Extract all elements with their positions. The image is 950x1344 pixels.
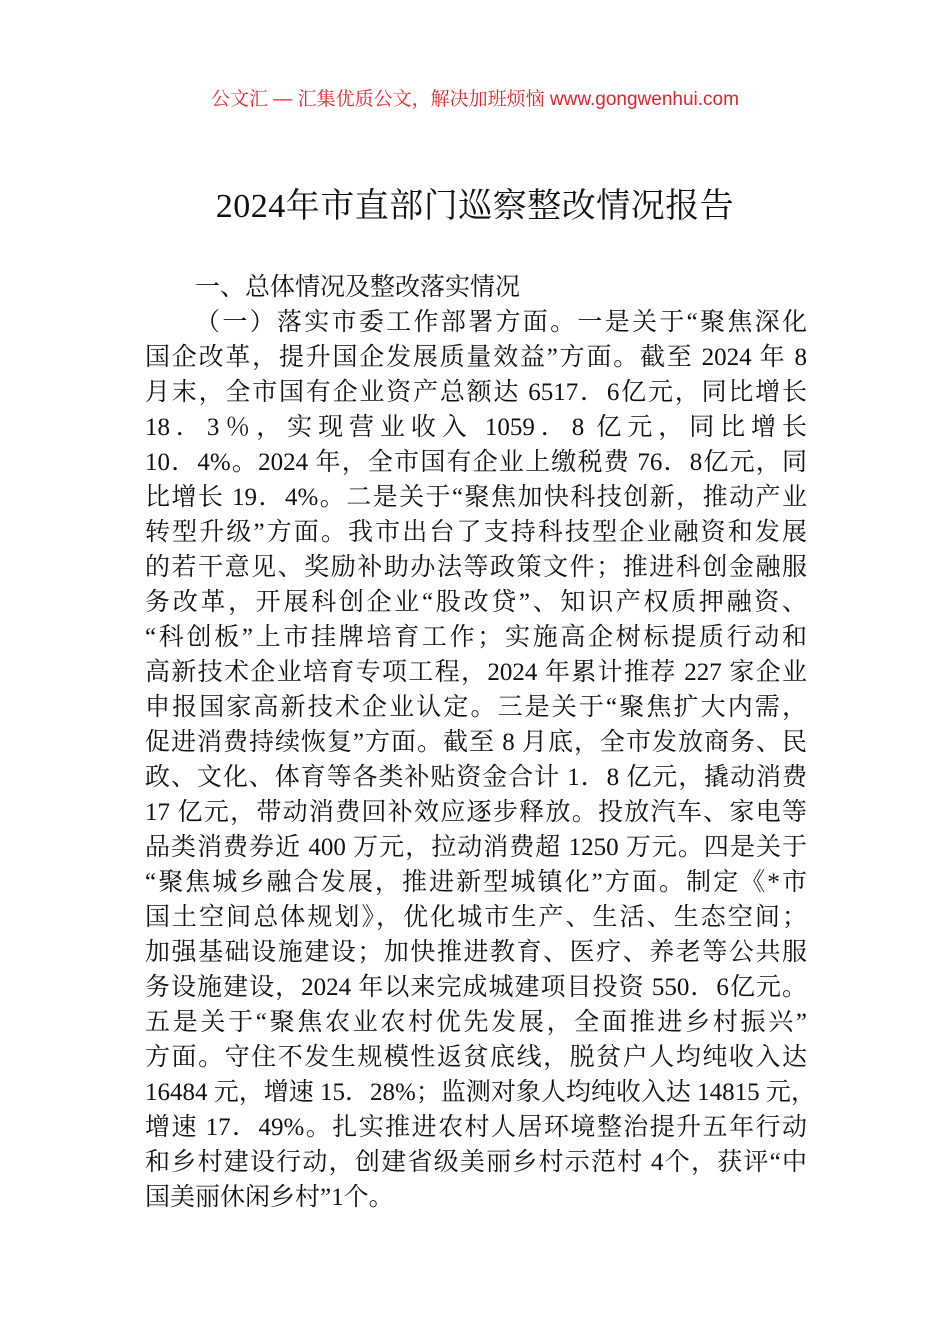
paragraph-line: 的若干意见、奖励补助办法等政策文件；推进科创金融服 xyxy=(145,554,807,581)
paragraph-line: 务改革，开展科创企业“股改贷”、知识产权质押融资、 xyxy=(145,589,807,616)
paragraph-line: 比增长 19．4%。二是关于“聚焦加快科技创新，推动产业 xyxy=(145,484,807,511)
paragraph-line: 高新技术企业培育专项工程，2024 年累计推荐 227 家企业 xyxy=(145,659,807,686)
paragraph-line: 品类消费券近 400 万元，拉动消费超 1250 万元。四是关于 xyxy=(145,834,807,861)
paragraph-line: 国企改革，提升国企发展质量效益”方面。截至 2024 年 8 xyxy=(145,344,807,371)
paragraph-line: 18．3％，实现营业收入 1059．8 亿元，同比增长 xyxy=(145,414,807,441)
site-banner: 公文汇 — 汇集优质公文，解决加班烦恼 www.gongwenhui.com xyxy=(211,89,739,110)
paragraph-line: 国土空间总体规划》，优化城市生产、生活、生态空间； xyxy=(145,904,807,931)
section-heading: 一、总体情况及整改落实情况 xyxy=(195,274,521,301)
paragraph-line: 申报国家高新技术企业认定。三是关于“聚焦扩大内需， xyxy=(145,694,807,721)
paragraph-line: 转型升级”方面。我市出台了支持科技型企业融资和发展 xyxy=(145,519,807,546)
paragraph-line: “聚焦城乡融合发展，推进新型城镇化”方面。制定《*市 xyxy=(145,869,807,896)
paragraph-line: 10．4%。2024 年，全市国有企业上缴税费 76．8亿元，同 xyxy=(145,449,807,476)
paragraph-line: 17 亿元，带动消费回补效应逐步释放。投放汽车、家电等 xyxy=(145,799,807,826)
paragraph-line: 方面。守住不发生规模性返贫底线，脱贫户人均纯收入达 xyxy=(145,1044,807,1071)
paragraph-line: 国美丽休闲乡村”1个。 xyxy=(145,1184,394,1211)
paragraph-line: 增速 17．49%。扎实推进农村人居环境整治提升五年行动 xyxy=(145,1114,807,1141)
paragraph-line: 政、文化、体育等各类补贴资金合计 1．8 亿元，撬动消费 xyxy=(145,764,807,791)
paragraph-line: 五是关于“聚焦农业农村优先发展，全面推进乡村振兴” xyxy=(145,1009,807,1036)
paragraph-line: 加强基础设施建设；加快推进教育、医疗、养老等公共服 xyxy=(145,939,807,966)
paragraph-line: “科创板”上市挂牌培育工作；实施高企树标提质行动和 xyxy=(145,624,807,651)
paragraph-line: 促进消费持续恢复”方面。截至 8 月底，全市发放商务、民 xyxy=(145,729,807,756)
paragraph-line: 务设施建设，2024 年以来完成城建项目投资 550．6亿元。 xyxy=(145,974,807,1001)
paragraph-line: （一）落实市委工作部署方面。一是关于“聚焦深化 xyxy=(195,309,807,336)
paragraph-line: 月末，全市国有企业资产总额达 6517．6亿元，同比增长 xyxy=(145,379,807,406)
document-title: 2024年市直部门巡察整改情况报告 xyxy=(215,188,735,225)
paragraph-line: 16484 元，增速 15．28%；监测对象人均纯收入达 14815 元， xyxy=(145,1079,816,1106)
document-body xyxy=(145,270,816,1215)
paragraph-line: 和乡村建设行动，创建省级美丽乡村示范村 4个，获评“中 xyxy=(145,1149,807,1176)
paragraph xyxy=(145,305,816,1215)
